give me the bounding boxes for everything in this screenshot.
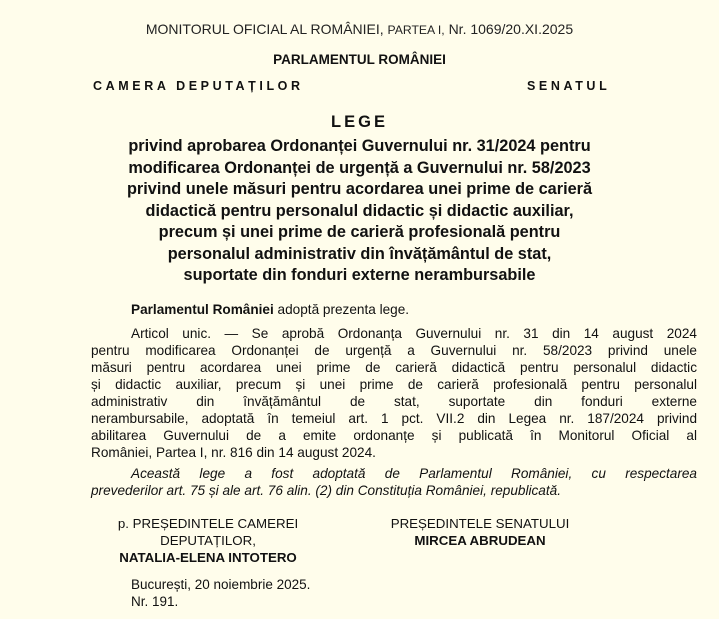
issue-number: Nr. 1069/20.XI.2025 bbox=[448, 21, 574, 37]
issuer-heading: PARLAMENTUL ROMÂNIEI bbox=[273, 52, 446, 67]
article-line: nerambursabile, adoptată în temeiul art. 1 pct. VII.2 din Legea nr. 187/2024 privind bbox=[91, 411, 697, 426]
law-number: Nr. 191. bbox=[131, 594, 179, 609]
publication-part: PARTEA I, bbox=[387, 23, 445, 37]
senate-heading: SENATUL bbox=[527, 79, 611, 93]
signatory-title: p. PREȘEDINTELE CAMEREI bbox=[117, 516, 299, 531]
law-title-line: privind unele măsuri pentru acordarea unei prime de carieră bbox=[126, 180, 593, 198]
signatory-title: PREȘEDINTELE SENATULUI bbox=[390, 516, 570, 531]
adoption-statement bbox=[91, 465, 697, 499]
article-line: măsuri pentru acordarea unei prime de carieră didactică pentru personalul didactic bbox=[91, 360, 697, 375]
law-title-line: modificarea Ordonanței de urgență a Guvernului nr. 58/2023 bbox=[128, 158, 591, 177]
law-title-line: privind aprobarea Ordonanței Guvernului nr. 31/2024 pentru bbox=[128, 137, 591, 155]
enacting-clause bbox=[131, 302, 409, 317]
article-line: pentru modificarea Ordonanței de urgență a Guvernului nr. 58/2023 privind unele bbox=[91, 343, 697, 358]
adoption-statement-line: Această lege a fost adoptată de Parlamentul României, cu respectarea bbox=[131, 466, 697, 481]
signatory-name: MIRCEA ABRUDEAN bbox=[414, 533, 546, 548]
gazette-header bbox=[0, 21, 719, 37]
publication-name: MONITORUL OFICIAL AL ROMÂNIEI, bbox=[145, 21, 384, 37]
signature-senate-president bbox=[380, 515, 580, 549]
law-title-line: precum și unei prime de carieră profesională pentru bbox=[158, 223, 561, 241]
article-line: Articol unic. — Se aprobă Ordonanța Guvernului nr. 31 din 14 august 2024 bbox=[131, 326, 697, 341]
chamber-deputies-heading: CAMERA DEPUTAȚILOR bbox=[93, 79, 304, 93]
enacting-clause-subject: Parlamentul României bbox=[131, 302, 274, 317]
law-title bbox=[0, 136, 719, 287]
single-article bbox=[91, 325, 697, 461]
enacting-clause-text: adoptă prezenta lege. bbox=[273, 302, 410, 317]
act-type-heading: LEGE bbox=[331, 113, 388, 131]
signatory-name: NATALIA-ELENA INTOTERO bbox=[119, 550, 297, 565]
law-title-line: didactică pentru personalul didactic și didactic auxiliar, bbox=[145, 201, 574, 220]
signature-chamber-president bbox=[92, 515, 324, 566]
article-line: și didactic auxiliar, precum și unei prime de carieră profesională pentru personalul bbox=[91, 377, 697, 392]
adoption-statement-line: prevederilor art. 75 și ale art. 76 alin. (2) din Constituția României, republicată. bbox=[91, 483, 561, 498]
article-line: abilitarea Guvernului de a emite ordonanțe și publicată în Monitorul Oficial al bbox=[91, 428, 697, 443]
place-date: București, 20 noiembrie 2025. bbox=[131, 577, 311, 592]
law-title-line: personalul administrativ din învățământul de stat, bbox=[167, 244, 552, 263]
place-and-date bbox=[131, 576, 310, 610]
article-line: României, Partea I, nr. 816 din 14 august 2024. bbox=[91, 445, 376, 460]
signatory-title: DEPUTAȚILOR, bbox=[160, 533, 256, 548]
article-line: administrativ din învățământul de stat, suportate din fonduri externe bbox=[91, 394, 697, 409]
law-title-line: suportate din fonduri externe nerambursabile bbox=[183, 266, 536, 284]
